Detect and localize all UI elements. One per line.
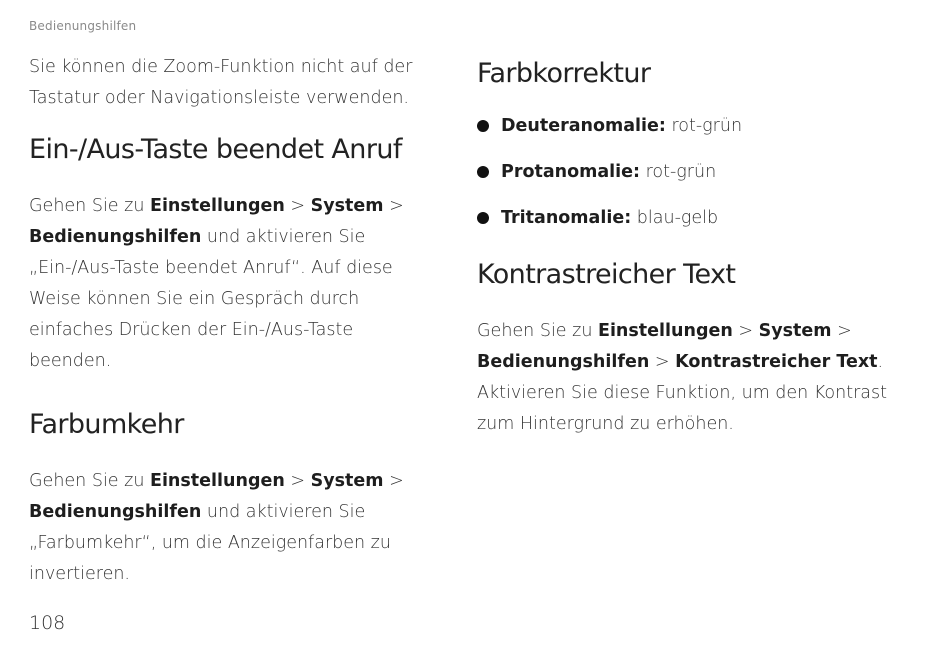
- text: und aktivieren Sie „Ein-/Aus-Taste beendet Anruf“. Auf diese Weise können Sie ein Gespräch durch einfaches Drücken der Ein-/Aus-Taste beenden.: [29, 227, 393, 371]
- text: . Aktivieren Sie diese Funktion, um den Kontrast zum Hintergrund zu erhöhen.: [477, 352, 887, 434]
- list-term: Deuteranomalie:: [501, 116, 666, 136]
- power-key-heading: Ein-/Aus-Taste beendet Anruf: [29, 134, 402, 165]
- power-key-paragraph: [29, 191, 439, 377]
- path-separator: >: [284, 471, 311, 491]
- list-item: [477, 207, 917, 229]
- text: Gehen Sie zu: [477, 321, 598, 341]
- settings-path-accessibility: Bedienungshilfen: [29, 227, 202, 247]
- path-separator: >: [383, 471, 404, 491]
- list-item: [477, 115, 917, 137]
- intro-paragraph: Sie können die Zoom-Funktion nicht auf der Tastatur oder Navigationsleiste verwenden.: [29, 57, 413, 108]
- bullet-icon: [477, 166, 489, 178]
- left-column: [29, 52, 439, 590]
- color-inversion-heading: Farbumkehr: [29, 409, 184, 440]
- path-separator: >: [649, 352, 676, 372]
- text: und aktivieren Sie „Farbumkehr“, um die Anzeigenfarben zu invertieren.: [29, 502, 391, 584]
- settings-path-accessibility: Bedienungshilfen: [477, 352, 650, 372]
- settings-path-system: System: [758, 321, 832, 341]
- path-separator: >: [831, 321, 852, 341]
- list-desc: rot-grün: [665, 116, 743, 136]
- color-correction-heading: Farbkorrektur: [477, 58, 651, 89]
- text: Gehen Sie zu: [29, 471, 150, 491]
- color-inversion-paragraph: [29, 466, 439, 590]
- settings-path-settings: Einstellungen: [149, 471, 285, 491]
- text: Gehen Sie zu: [29, 196, 150, 216]
- settings-path-system: System: [310, 471, 384, 491]
- list-term: Protanomalie:: [501, 162, 641, 182]
- settings-path-settings: Einstellungen: [597, 321, 733, 341]
- bullet-icon: [477, 120, 489, 132]
- section-header: Bedienungshilfen: [29, 19, 137, 33]
- list-term: Tritanomalie:: [501, 208, 632, 228]
- color-correction-list: [477, 115, 917, 229]
- list-desc: blau-gelb: [631, 208, 719, 228]
- settings-path-settings: Einstellungen: [149, 196, 285, 216]
- list-item: [477, 161, 917, 183]
- page-number: 108: [29, 612, 66, 634]
- path-separator: >: [284, 196, 311, 216]
- settings-path-system: System: [310, 196, 384, 216]
- path-separator: >: [383, 196, 404, 216]
- settings-path-feature: Kontrastreicher Text: [675, 352, 878, 372]
- path-separator: >: [732, 321, 759, 341]
- settings-path-accessibility: Bedienungshilfen: [29, 502, 202, 522]
- high-contrast-heading: Kontrastreicher Text: [477, 259, 736, 290]
- list-desc: rot-grün: [640, 162, 717, 182]
- high-contrast-paragraph: [477, 316, 917, 440]
- right-column: [477, 58, 917, 440]
- bullet-icon: [477, 212, 489, 224]
